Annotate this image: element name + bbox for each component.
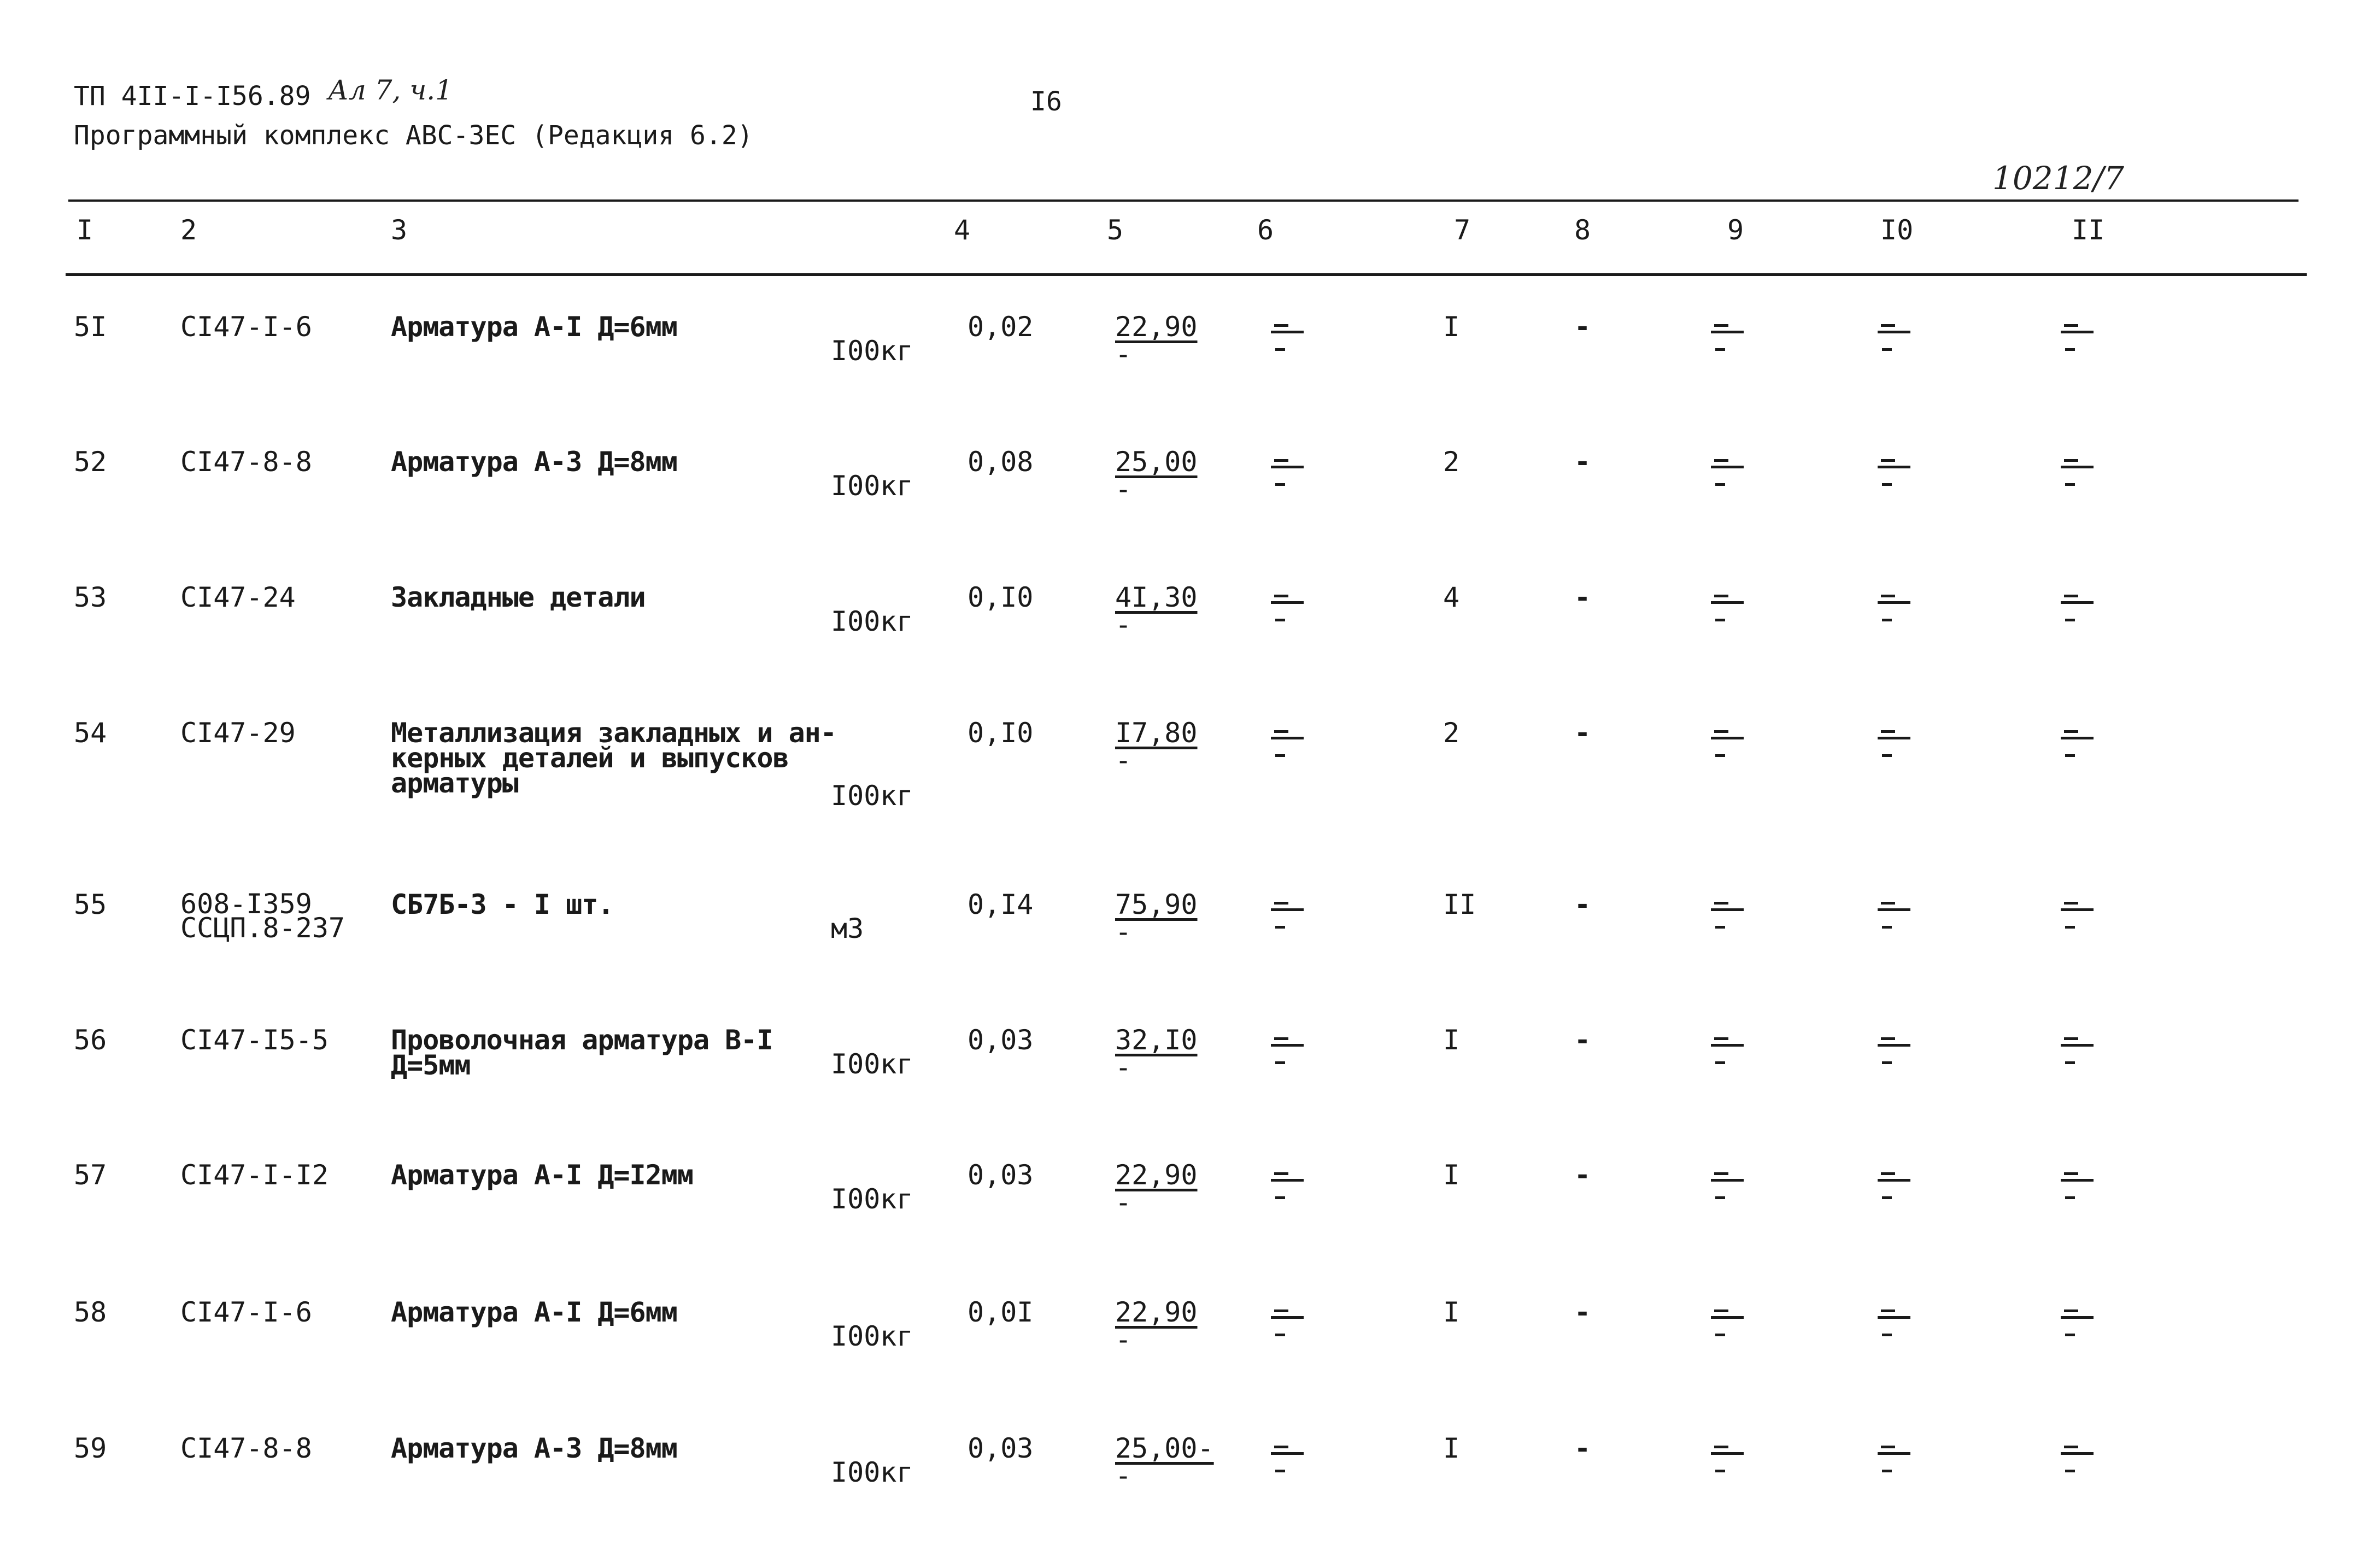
row-number: 54	[74, 717, 107, 749]
row-number: 55	[74, 889, 107, 920]
dash-fraction-mark	[1711, 1030, 1744, 1068]
dash-fraction-mark	[1711, 1438, 1744, 1476]
dash-fraction-mark	[1711, 894, 1744, 932]
unit-price	[1115, 1159, 1198, 1218]
item-name: Арматура А-I Д=I2мм	[391, 1159, 693, 1191]
column-header: 3	[391, 214, 408, 246]
column-8-value: -	[1574, 889, 1591, 920]
column-8-value: -	[1574, 1159, 1591, 1191]
unit-price	[1115, 1296, 1198, 1355]
unit: I00кг	[831, 1457, 913, 1488]
price-value: 4I,30	[1115, 582, 1198, 613]
table-row	[0, 1024, 2363, 1159]
unit: I00кг	[831, 1320, 913, 1352]
column-header: 4	[954, 214, 971, 246]
price-value: 32,I0	[1115, 1024, 1198, 1056]
quantity: 0,I4	[968, 889, 1034, 920]
column-header: II	[2072, 214, 2105, 246]
unit: I00кг	[831, 780, 913, 812]
dash-fraction-mark	[1271, 1030, 1304, 1068]
resource-code: 608-I359 ССЦП.8-237	[180, 888, 345, 944]
column-8-value: -	[1574, 582, 1591, 613]
dash-fraction-mark	[2061, 316, 2094, 355]
item-name: Арматура А-3 Д=8мм	[391, 1432, 677, 1464]
unit-price	[1115, 889, 1198, 948]
item-name: СБ7Б-3 - I шт.	[391, 889, 614, 920]
column-7-value: 2	[1443, 717, 1460, 749]
item-name: Закладные детали	[391, 582, 646, 613]
quantity: 0,I0	[968, 582, 1034, 613]
table-row	[0, 446, 2363, 580]
column-header: 6	[1257, 214, 1274, 246]
dash-fraction-mark	[1711, 451, 1744, 490]
row-number: 52	[74, 446, 107, 478]
column-header: 9	[1727, 214, 1744, 246]
column-header: I0	[1880, 214, 1914, 246]
table-row	[0, 888, 2363, 1023]
dash-fraction-mark	[1711, 1302, 1744, 1340]
item-name: Металлизация закладных и ан- керных деталей и выпусков арматуры	[391, 717, 836, 799]
unit: I00кг	[831, 470, 913, 502]
dash-fraction-mark	[1878, 1302, 1910, 1340]
table-row	[0, 1159, 2363, 1294]
row-number: 57	[74, 1159, 107, 1191]
price-value: I7,80	[1115, 717, 1198, 749]
dash-fraction-mark	[2061, 587, 2094, 625]
dash-fraction-mark	[1878, 1030, 1910, 1068]
price-value: 22,90	[1115, 1159, 1198, 1191]
price-sub: -	[1115, 1460, 1132, 1491]
document-code: ТП 4II-I-I56.89	[74, 81, 311, 111]
dash-fraction-mark	[1271, 587, 1304, 625]
dash-fraction-mark	[2061, 1438, 2094, 1476]
unit-price	[1115, 582, 1198, 641]
dash-fraction-mark	[1271, 723, 1304, 761]
dash-fraction-mark	[1271, 316, 1304, 355]
price-sub: -	[1115, 1324, 1132, 1355]
dash-fraction-mark	[1878, 316, 1910, 355]
price-sub: -	[1115, 744, 1132, 776]
column-7-value: I	[1443, 311, 1460, 343]
table-row	[0, 582, 2363, 716]
unit-price	[1115, 446, 1198, 505]
price-value: 22,90	[1115, 311, 1198, 343]
item-name: Проволочная арматура В-I Д=5мм	[391, 1024, 773, 1081]
table-row	[0, 717, 2363, 851]
stamp-number: 10212/7	[1992, 160, 2124, 197]
price-sub: -	[1115, 1187, 1132, 1218]
dash-fraction-mark	[2061, 723, 2094, 761]
dash-fraction-mark	[1711, 1165, 1744, 1203]
column-8-value: -	[1574, 1432, 1591, 1464]
column-7-value: I	[1443, 1159, 1460, 1191]
column-8-value: -	[1574, 717, 1591, 749]
item-name: Арматура А-3 Д=8мм	[391, 446, 677, 478]
unit-price	[1115, 717, 1198, 776]
column-header: 7	[1454, 214, 1471, 246]
unit: м3	[831, 913, 864, 944]
price-sub: -	[1115, 338, 1132, 370]
column-header: 8	[1574, 214, 1591, 246]
handwritten-reference: Ал 7, ч.1	[328, 74, 453, 106]
column-header: 2	[180, 214, 197, 246]
unit: I00кг	[831, 1183, 913, 1215]
dash-fraction-mark	[1271, 894, 1304, 932]
dash-fraction-mark	[1271, 1438, 1304, 1476]
page-number: I6	[1030, 86, 1062, 117]
unit-price	[1115, 1024, 1198, 1083]
column-header: 5	[1107, 214, 1124, 246]
table-row	[0, 1296, 2363, 1431]
quantity: 0,08	[968, 446, 1034, 478]
dash-fraction-mark	[1878, 723, 1910, 761]
quantity: 0,I0	[968, 717, 1034, 749]
row-number: 59	[74, 1432, 107, 1464]
resource-code: CI47-24	[180, 582, 296, 613]
column-header: I	[77, 214, 93, 246]
column-7-value: 2	[1443, 446, 1460, 478]
dash-fraction-mark	[1878, 894, 1910, 932]
dash-fraction-mark	[1711, 316, 1744, 355]
column-8-value: -	[1574, 311, 1591, 343]
quantity: 0,03	[968, 1159, 1034, 1191]
column-8-value: -	[1574, 1024, 1591, 1056]
dash-fraction-mark	[2061, 1302, 2094, 1340]
price-sub: -	[1115, 473, 1132, 505]
table-row	[0, 311, 2363, 445]
dash-fraction-mark	[2061, 1030, 2094, 1068]
column-8-value: -	[1574, 446, 1591, 478]
dash-fraction-mark	[1878, 1165, 1910, 1203]
table-row	[0, 1432, 2363, 1567]
dash-fraction-mark	[2061, 451, 2094, 490]
unit-price	[1115, 311, 1198, 370]
column-8-value: -	[1574, 1296, 1591, 1328]
table-header-rule	[66, 273, 2307, 276]
dash-fraction-mark	[1878, 1438, 1910, 1476]
dash-fraction-mark	[1711, 587, 1744, 625]
price-sub: -	[1115, 916, 1132, 948]
dash-fraction-mark	[1878, 587, 1910, 625]
row-number: 56	[74, 1024, 107, 1056]
resource-code: CI47-8-8	[180, 446, 312, 478]
price-value: 25,00	[1115, 446, 1198, 478]
unit: I00кг	[831, 1048, 913, 1080]
price-value: 75,90	[1115, 889, 1198, 920]
table-top-rule	[68, 199, 2298, 202]
column-7-value: 4	[1443, 582, 1460, 613]
price-sub: -	[1115, 1052, 1132, 1083]
dash-fraction-mark	[2061, 894, 2094, 932]
resource-code: CI47-I-6	[180, 311, 312, 343]
program-line: Программный комплекс АВС-3ЕС (Редакция 6.2)	[74, 120, 753, 151]
dash-fraction-mark	[1271, 451, 1304, 490]
row-number: 58	[74, 1296, 107, 1328]
unit-price	[1115, 1432, 1214, 1491]
unit: I00кг	[831, 606, 913, 637]
resource-code: CI47-I-6	[180, 1296, 312, 1328]
unit: I00кг	[831, 335, 913, 367]
quantity: 0,03	[968, 1432, 1034, 1464]
dash-fraction-mark	[1711, 723, 1744, 761]
dash-fraction-mark	[2061, 1165, 2094, 1203]
row-number: 5I	[74, 311, 107, 343]
resource-code: CI47-I-I2	[180, 1159, 329, 1191]
column-7-value: I	[1443, 1296, 1460, 1328]
price-value: 25,00-	[1115, 1432, 1214, 1464]
dash-fraction-mark	[1271, 1165, 1304, 1203]
item-name: Арматура А-I Д=6мм	[391, 311, 677, 343]
row-number: 53	[74, 582, 107, 613]
quantity: 0,03	[968, 1024, 1034, 1056]
quantity: 0,0I	[968, 1296, 1034, 1328]
column-7-value: II	[1443, 889, 1476, 920]
item-name: Арматура А-I Д=6мм	[391, 1296, 677, 1328]
resource-code: CI47-8-8	[180, 1432, 312, 1464]
column-7-value: I	[1443, 1024, 1460, 1056]
resource-code: CI47-I5-5	[180, 1024, 329, 1056]
dash-fraction-mark	[1878, 451, 1910, 490]
resource-code: CI47-29	[180, 717, 296, 749]
dash-fraction-mark	[1271, 1302, 1304, 1340]
column-7-value: I	[1443, 1432, 1460, 1464]
quantity: 0,02	[968, 311, 1034, 343]
price-value: 22,90	[1115, 1296, 1198, 1328]
price-sub: -	[1115, 609, 1132, 641]
